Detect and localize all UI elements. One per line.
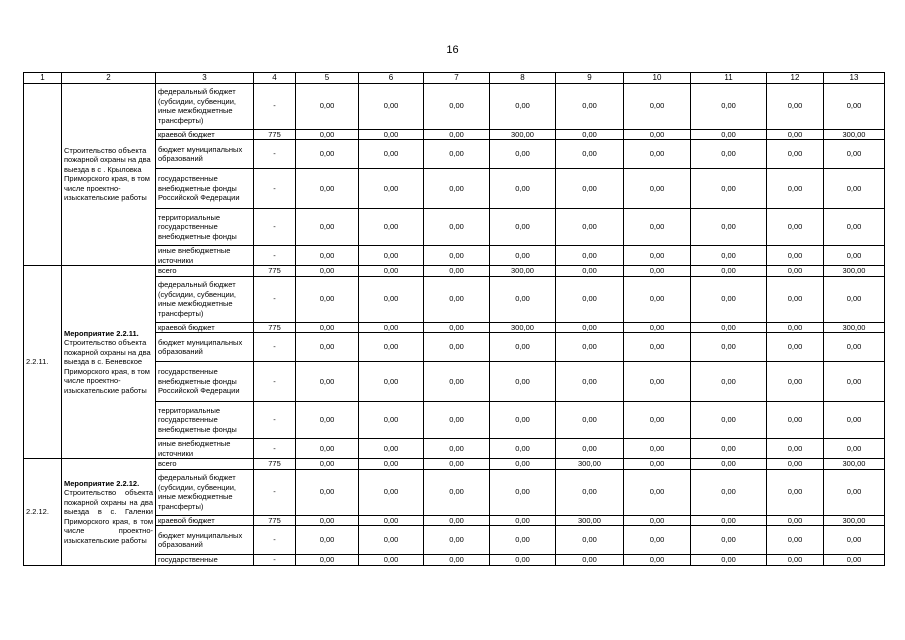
amount-cell: 0,00 <box>691 140 767 169</box>
measure-number: 2.2.12. <box>24 459 62 566</box>
amount-cell: 300,00 <box>824 515 885 526</box>
amount-cell: 300,00 <box>556 459 624 470</box>
column-number-cell: 1 <box>24 73 62 84</box>
budget-code: - <box>254 276 296 322</box>
amount-cell: 300,00 <box>824 459 885 470</box>
amount-cell: 300,00 <box>824 266 885 277</box>
amount-cell: 0,00 <box>824 333 885 362</box>
amount-cell: 0,00 <box>490 469 556 515</box>
amount-cell: 0,00 <box>691 276 767 322</box>
amount-cell: 300,00 <box>556 515 624 526</box>
amount-cell: 0,00 <box>767 246 824 266</box>
amount-cell: 0,00 <box>359 439 424 459</box>
amount-cell: 0,00 <box>490 402 556 439</box>
amount-cell: 0,00 <box>767 526 824 555</box>
amount-cell: 0,00 <box>556 246 624 266</box>
amount-cell: 0,00 <box>767 469 824 515</box>
funding-source: государственные <box>156 555 254 566</box>
amount-cell: 0,00 <box>691 555 767 566</box>
amount-cell: 0,00 <box>359 276 424 322</box>
amount-cell: 0,00 <box>691 469 767 515</box>
column-number-cell: 7 <box>424 73 490 84</box>
amount-cell: 0,00 <box>691 266 767 277</box>
amount-cell: 300,00 <box>490 266 556 277</box>
amount-cell: 0,00 <box>359 459 424 470</box>
amount-cell: 0,00 <box>556 439 624 459</box>
amount-cell: 0,00 <box>624 140 691 169</box>
amount-cell: 0,00 <box>767 555 824 566</box>
amount-cell: 0,00 <box>359 322 424 333</box>
amount-cell: 0,00 <box>556 333 624 362</box>
funding-source: бюджет муниципальных образований <box>156 140 254 169</box>
budget-code: - <box>254 362 296 402</box>
amount-cell: 0,00 <box>490 140 556 169</box>
funding-source: всего <box>156 459 254 470</box>
budget-table <box>23 72 885 566</box>
funding-source: федеральный бюджет (субсидии, субвенции, иные межбюджетные трансферты) <box>156 469 254 515</box>
amount-cell: 0,00 <box>556 526 624 555</box>
amount-cell: 0,00 <box>624 469 691 515</box>
amount-cell: 0,00 <box>556 129 624 140</box>
table-row <box>24 459 885 470</box>
amount-cell: 0,00 <box>767 276 824 322</box>
measure-number <box>24 83 62 266</box>
amount-cell: 0,00 <box>424 439 490 459</box>
budget-code: - <box>254 209 296 246</box>
amount-cell: 300,00 <box>490 322 556 333</box>
amount-cell: 0,00 <box>296 209 359 246</box>
amount-cell: 0,00 <box>767 333 824 362</box>
amount-cell: 0,00 <box>624 169 691 209</box>
amount-cell: 0,00 <box>296 322 359 333</box>
budget-code: 775 <box>254 129 296 140</box>
amount-cell: 0,00 <box>824 555 885 566</box>
amount-cell: 0,00 <box>767 129 824 140</box>
amount-cell: 0,00 <box>490 83 556 129</box>
amount-cell: 0,00 <box>424 129 490 140</box>
amount-cell: 0,00 <box>296 333 359 362</box>
column-number-cell: 12 <box>767 73 824 84</box>
amount-cell: 0,00 <box>490 555 556 566</box>
amount-cell: 0,00 <box>490 209 556 246</box>
funding-source: федеральный бюджет (субсидии, субвенции, иные межбюджетные трансферты) <box>156 83 254 129</box>
amount-cell: 0,00 <box>624 439 691 459</box>
amount-cell: 0,00 <box>359 526 424 555</box>
amount-cell: 0,00 <box>691 83 767 129</box>
amount-cell: 0,00 <box>296 439 359 459</box>
amount-cell: 0,00 <box>424 246 490 266</box>
amount-cell: 0,00 <box>767 322 824 333</box>
budget-code: - <box>254 83 296 129</box>
amount-cell: 0,00 <box>824 439 885 459</box>
amount-cell: 0,00 <box>691 515 767 526</box>
amount-cell: 0,00 <box>424 469 490 515</box>
measure-description <box>62 83 156 266</box>
amount-cell: 0,00 <box>359 209 424 246</box>
amount-cell: 0,00 <box>624 322 691 333</box>
amount-cell: 0,00 <box>624 402 691 439</box>
column-number-cell: 3 <box>156 73 254 84</box>
column-number-cell: 9 <box>556 73 624 84</box>
amount-cell: 0,00 <box>424 333 490 362</box>
amount-cell: 0,00 <box>424 362 490 402</box>
table-body <box>24 73 885 566</box>
funding-source: краевой бюджет <box>156 129 254 140</box>
budget-code: 775 <box>254 322 296 333</box>
amount-cell: 0,00 <box>490 246 556 266</box>
amount-cell: 0,00 <box>624 333 691 362</box>
amount-cell: 0,00 <box>359 555 424 566</box>
amount-cell: 0,00 <box>556 209 624 246</box>
amount-cell: 0,00 <box>424 83 490 129</box>
budget-code: 775 <box>254 459 296 470</box>
funding-source: краевой бюджет <box>156 515 254 526</box>
column-number-cell: 8 <box>490 73 556 84</box>
budget-code: - <box>254 469 296 515</box>
amount-cell: 0,00 <box>624 129 691 140</box>
amount-cell: 0,00 <box>296 266 359 277</box>
funding-source: всего <box>156 266 254 277</box>
column-number-cell: 5 <box>296 73 359 84</box>
amount-cell: 0,00 <box>296 140 359 169</box>
amount-cell: 0,00 <box>490 439 556 459</box>
amount-cell: 0,00 <box>624 246 691 266</box>
amount-cell: 0,00 <box>767 362 824 402</box>
amount-cell: 0,00 <box>691 209 767 246</box>
measure-text: Строительство объекта пожарной охраны на два выезда в с. Беневское Приморского края, в том числе проектно-изыскательские работы <box>64 338 151 395</box>
amount-cell: 300,00 <box>490 129 556 140</box>
amount-cell: 0,00 <box>824 83 885 129</box>
amount-cell: 0,00 <box>359 333 424 362</box>
column-number-row <box>24 73 885 84</box>
budget-code: - <box>254 333 296 362</box>
amount-cell: 0,00 <box>691 246 767 266</box>
amount-cell: 0,00 <box>490 515 556 526</box>
amount-cell: 0,00 <box>624 209 691 246</box>
amount-cell: 0,00 <box>296 515 359 526</box>
amount-cell: 0,00 <box>490 362 556 402</box>
amount-cell: 0,00 <box>490 526 556 555</box>
amount-cell: 0,00 <box>359 515 424 526</box>
amount-cell: 0,00 <box>296 459 359 470</box>
amount-cell: 0,00 <box>359 129 424 140</box>
funding-source: бюджет муниципальных образований <box>156 526 254 555</box>
amount-cell: 0,00 <box>359 140 424 169</box>
amount-cell: 0,00 <box>359 169 424 209</box>
amount-cell: 0,00 <box>424 322 490 333</box>
amount-cell: 0,00 <box>824 246 885 266</box>
amount-cell: 0,00 <box>359 83 424 129</box>
amount-cell: 0,00 <box>424 266 490 277</box>
amount-cell: 0,00 <box>691 459 767 470</box>
amount-cell: 0,00 <box>424 276 490 322</box>
amount-cell: 0,00 <box>424 209 490 246</box>
amount-cell: 0,00 <box>556 169 624 209</box>
amount-cell: 0,00 <box>767 402 824 439</box>
column-number-cell: 11 <box>691 73 767 84</box>
amount-cell: 0,00 <box>359 266 424 277</box>
amount-cell: 0,00 <box>824 169 885 209</box>
funding-source: территориальные государственные внебюджетные фонды <box>156 402 254 439</box>
amount-cell: 0,00 <box>691 129 767 140</box>
amount-cell: 0,00 <box>556 140 624 169</box>
amount-cell: 0,00 <box>767 140 824 169</box>
amount-cell: 0,00 <box>624 83 691 129</box>
amount-cell: 0,00 <box>824 140 885 169</box>
funding-source: иные внебюджетные источники <box>156 439 254 459</box>
measure-description <box>62 459 156 566</box>
amount-cell: 0,00 <box>824 362 885 402</box>
measure-text: Строительство объекта пожарной охраны на два выезда в с . Крыловка Приморского края, в том числе проектно-изыскательские работы <box>64 145 151 203</box>
amount-cell: 0,00 <box>624 276 691 322</box>
amount-cell: 0,00 <box>767 266 824 277</box>
amount-cell: 0,00 <box>767 515 824 526</box>
measure-title: Мероприятие 2.2.12. <box>64 478 140 488</box>
amount-cell: 0,00 <box>691 333 767 362</box>
amount-cell: 0,00 <box>359 402 424 439</box>
amount-cell: 0,00 <box>556 469 624 515</box>
measure-description <box>62 266 156 459</box>
amount-cell: 0,00 <box>296 83 359 129</box>
amount-cell: 0,00 <box>490 459 556 470</box>
amount-cell: 0,00 <box>424 515 490 526</box>
funding-source: территориальные государственные внебюджетные фонды <box>156 209 254 246</box>
amount-cell: 0,00 <box>424 526 490 555</box>
budget-code: - <box>254 555 296 566</box>
amount-cell: 0,00 <box>359 246 424 266</box>
amount-cell: 0,00 <box>824 469 885 515</box>
amount-cell: 0,00 <box>556 402 624 439</box>
funding-source: государственные внебюджетные фонды Российской Федерации <box>156 362 254 402</box>
amount-cell: 0,00 <box>296 362 359 402</box>
budget-code: - <box>254 526 296 555</box>
amount-cell: 0,00 <box>296 555 359 566</box>
amount-cell: 0,00 <box>824 276 885 322</box>
amount-cell: 0,00 <box>556 555 624 566</box>
budget-code: 775 <box>254 515 296 526</box>
budget-code: - <box>254 140 296 169</box>
amount-cell: 0,00 <box>490 169 556 209</box>
amount-cell: 0,00 <box>767 459 824 470</box>
amount-cell: 0,00 <box>767 439 824 459</box>
funding-source: краевой бюджет <box>156 322 254 333</box>
page-number: 16 <box>446 44 459 56</box>
amount-cell: 0,00 <box>296 169 359 209</box>
amount-cell: 0,00 <box>691 322 767 333</box>
amount-cell: 0,00 <box>556 266 624 277</box>
column-number-cell: 2 <box>62 73 156 84</box>
amount-cell: 0,00 <box>691 402 767 439</box>
funding-source: бюджет муниципальных образований <box>156 333 254 362</box>
amount-cell: 300,00 <box>824 322 885 333</box>
amount-cell: 0,00 <box>424 402 490 439</box>
funding-source: иные внебюджетные источники <box>156 246 254 266</box>
budget-code: - <box>254 169 296 209</box>
table-row <box>24 83 885 129</box>
amount-cell: 0,00 <box>556 362 624 402</box>
column-number-cell: 10 <box>624 73 691 84</box>
amount-cell: 0,00 <box>624 555 691 566</box>
measure-title: Мероприятие 2.2.11. <box>64 328 139 338</box>
amount-cell: 0,00 <box>624 362 691 402</box>
amount-cell: 0,00 <box>691 169 767 209</box>
budget-code: - <box>254 402 296 439</box>
amount-cell: 0,00 <box>296 469 359 515</box>
amount-cell: 0,00 <box>296 246 359 266</box>
amount-cell: 0,00 <box>767 83 824 129</box>
amount-cell: 0,00 <box>424 169 490 209</box>
amount-cell: 0,00 <box>691 526 767 555</box>
amount-cell: 0,00 <box>556 322 624 333</box>
amount-cell: 0,00 <box>424 140 490 169</box>
amount-cell: 300,00 <box>824 129 885 140</box>
amount-cell: 0,00 <box>824 402 885 439</box>
amount-cell: 0,00 <box>490 276 556 322</box>
amount-cell: 0,00 <box>691 362 767 402</box>
budget-code: 775 <box>254 266 296 277</box>
amount-cell: 0,00 <box>359 469 424 515</box>
funding-source: федеральный бюджет (субсидии, субвенции, иные межбюджетные трансферты) <box>156 276 254 322</box>
amount-cell: 0,00 <box>424 459 490 470</box>
amount-cell: 0,00 <box>824 526 885 555</box>
column-number-cell: 13 <box>824 73 885 84</box>
budget-code: - <box>254 246 296 266</box>
table-row <box>24 266 885 277</box>
amount-cell: 0,00 <box>624 459 691 470</box>
amount-cell: 0,00 <box>424 555 490 566</box>
amount-cell: 0,00 <box>624 515 691 526</box>
column-number-cell: 6 <box>359 73 424 84</box>
amount-cell: 0,00 <box>359 362 424 402</box>
amount-cell: 0,00 <box>296 526 359 555</box>
amount-cell: 0,00 <box>296 129 359 140</box>
column-number-cell: 4 <box>254 73 296 84</box>
amount-cell: 0,00 <box>691 439 767 459</box>
amount-cell: 0,00 <box>296 276 359 322</box>
measure-text: Строительство объекта пожарной охраны на два выезда в с. Галенки Приморского края, в том числе проектно-изыскательские работы <box>64 488 153 545</box>
amount-cell: 0,00 <box>824 209 885 246</box>
amount-cell: 0,00 <box>767 209 824 246</box>
measure-number: 2.2.11. <box>24 266 62 459</box>
budget-code: - <box>254 439 296 459</box>
amount-cell: 0,00 <box>624 526 691 555</box>
amount-cell: 0,00 <box>490 333 556 362</box>
amount-cell: 0,00 <box>556 83 624 129</box>
amount-cell: 0,00 <box>296 402 359 439</box>
amount-cell: 0,00 <box>767 169 824 209</box>
funding-source: государственные внебюджетные фонды Российской Федерации <box>156 169 254 209</box>
amount-cell: 0,00 <box>556 276 624 322</box>
amount-cell: 0,00 <box>624 266 691 277</box>
